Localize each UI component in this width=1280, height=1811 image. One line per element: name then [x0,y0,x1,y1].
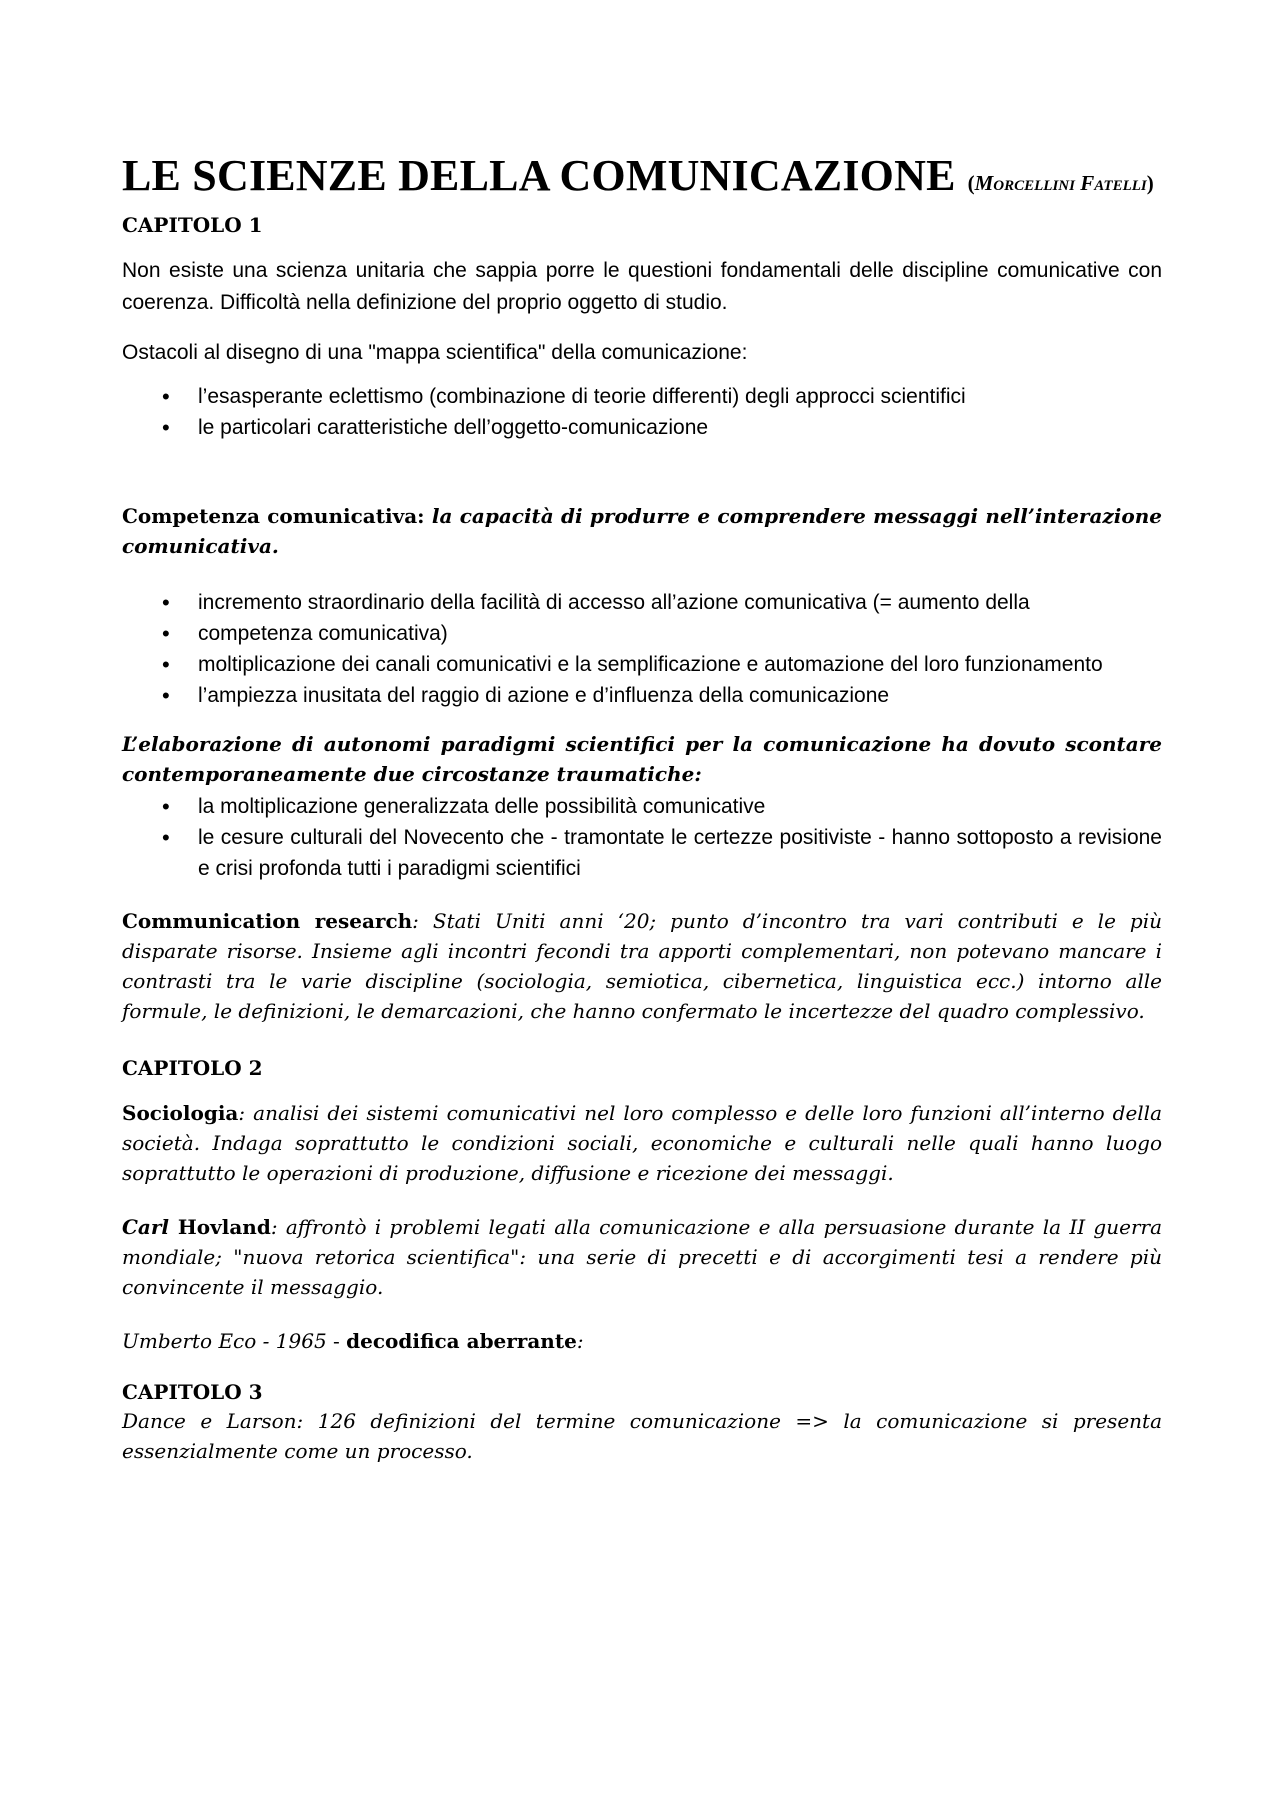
authors [968,171,1154,196]
chapter-2-heading: CAPITOLO 2 [122,1056,263,1080]
communication-research-term: Communication research [122,909,413,933]
list-item: • l’esasperante eclettismo (combinazione di teorie differenti) degli approcci scientifici [198,381,1162,412]
authors-close: ) [1146,171,1154,195]
competence-term: Competenza comunicativa: [122,504,425,528]
competence-definition: la capacità di produrre e comprendere messaggi nell’interazione comunicativa. [122,504,1162,558]
hovland-last-name: Hovland [169,1215,271,1239]
hovland-paragraph [122,1212,1162,1302]
eco-separator: - [326,1329,347,1353]
obstacles-list [122,381,1162,443]
competence-paragraph [122,501,1162,561]
list-item: • le cesure culturali del Novecento che - tramontate le certezze positiviste - hanno sottoposto a revisione e crisi profonda tutti i paradigmi scientifici [198,822,1162,884]
eco-paragraph [122,1326,1162,1356]
obstacles-lead: Ostacoli al disegno di una "mappa scientifica" della comunicazione: [122,341,748,364]
paradigms-list [122,791,1162,884]
sociology-paragraph [122,1098,1162,1188]
eco-name: Umberto Eco - 1965 [122,1329,327,1353]
authors-open: ( [967,171,975,195]
eco-colon: : [576,1329,584,1353]
chapter-3-text: Dance e Larson: 126 definizioni del termine comunicazione => la comunicazione si presenta essenzialmente come un processo. [122,1409,1162,1463]
page-title: LE SCIENZE DELLA COMUNICAZIONE [122,151,956,200]
eco-term: decodifica aberrante [346,1329,577,1353]
sociology-term: Sociologia [122,1101,239,1125]
list-item: • incremento straordinario della facilità di accesso all’azione comunicativa (= aumento della [198,587,1162,618]
list-item: • la moltiplicazione generalizzata delle possibilità comunicative [198,791,1162,822]
competence-list [122,587,1162,711]
document-page [122,150,1162,1484]
communication-research-paragraph [122,906,1162,1026]
list-item: • le particolari caratteristiche dell’oggetto-comunicazione [198,412,1162,443]
list-item: • l’ampiezza inusitata del raggio di azione e d’influenza della comunicazione [198,680,1162,711]
authors-names: Morcellini Fatelli [974,171,1147,195]
hovland-definition: : affrontò i problemi legati alla comunicazione e alla persuasione durante la II guerra mondiale; "nuova retorica scientifica": una serie di precetti e di accorgimenti tesi a rendere più convincente il messaggio. [122,1215,1162,1299]
paradigms-lead: L’elaborazione di autonomi paradigmi scientifici per la comunicazione ha dovuto scontare contemporaneamente due circostanze traumatiche: [122,732,1162,786]
communication-research-definition: : Stati Uniti anni ‘20; punto d’incontro tra vari contributi e le più disparate risorse. Insieme agli incontri fecondi tra apporti complementari, non potevano mancare i contrasti tra le varie discipline (sociologia, semiotica, cibernetica, linguistica ecc.) intorno alle formule, le definizioni, le demarcazioni, che hanno confermato le incertezze del quadro complessivo. [122,909,1162,1023]
sociology-definition: : analisi dei sistemi comunicativi nel loro complesso e delle loro funzioni all’interno della società. Indaga soprattutto le condizioni sociali, economiche e culturali nelle quali hanno luogo soprattutto le operazioni di produzione, diffusione e ricezione dei messaggi. [122,1101,1162,1185]
title-row [122,150,1162,201]
chapter-1-heading: CAPITOLO 1 [122,213,263,237]
list-item: • moltiplicazione dei canali comunicativi e la semplificazione e automazione del loro funzionamento [198,649,1162,680]
hovland-first-name: Carl [122,1215,170,1239]
chapter-1-intro: Non esiste una scienza unitaria che sappia porre le questioni fondamentali delle discipline comunicative con coerenza. Difficoltà nella definizione del proprio oggetto di studio. [122,259,1162,314]
list-item: • competenza comunicativa) [198,618,1162,649]
chapter-3-heading: CAPITOLO 3 [122,1380,263,1404]
